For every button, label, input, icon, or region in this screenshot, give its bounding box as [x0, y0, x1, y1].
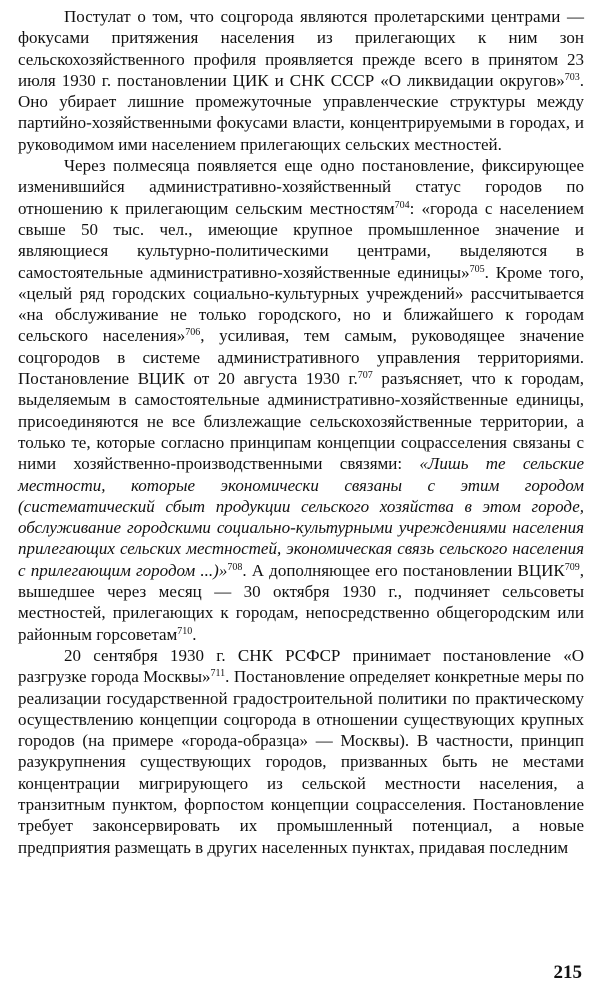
footnote-marker: 708 [227, 561, 243, 573]
text-run: 20 сентября 1930 г. СНК РСФСР принимает постановление «О разгрузке города Москвы» [18, 645, 584, 687]
footnote-marker: 709 [564, 561, 580, 573]
footnote-marker: 706 [185, 327, 201, 339]
text-run: . А дополняющее его постановлении ВЦИК [242, 560, 565, 580]
text-run: Постулат о том, что соцгорода являются пролетарскими центрами — фокусами притяжения населения из прилегающих к ним зон сельскохозяйственного профиля проявляется прежде всего в принятом 23 июля 1930 г. постановлении ЦИК и СНК СССР «О ликвидации округов» [18, 7, 584, 90]
text-run: . Кроме того, «целый ряд городских социально-культурных учреждений» рассчитывается «на обслуживание не только городского, но и ближайшего к городам сельского населения» [18, 262, 584, 346]
text-run: , усиливая, тем самым, руководящее значение соцгородов в системе административного управления территориями. Постановление ВЦИК от 20 августа 1930 г. [18, 326, 584, 389]
page-body [18, 6, 584, 858]
footnote-marker: 704 [394, 199, 410, 211]
footnote-marker: 705 [469, 263, 485, 275]
paragraph-2 [18, 155, 584, 645]
footnote-marker: 707 [357, 370, 373, 382]
text-run: . Оно убирает лишние промежуточные управленческие структуры между партийно-хозяйственными фокусами власти, концентрируемыми в городах, и руководимом ими населением прилегающих сельских местностей. [18, 70, 584, 154]
text-run: . [192, 624, 197, 644]
footnote-marker: 711 [210, 668, 226, 680]
text-run: разъясняет, что к городам, выделяемым в самостоятельные административно-хозяйственные единицы, присоединяются не все близлежащие сельскохозяйственные территории, а только те, которые согласно принципам концепции соцрасселения связаны с ними хозяйственно-производственными связями: [18, 369, 584, 474]
footnote-marker: 703 [564, 71, 580, 83]
text-run: : «города с населением свыше 50 тыс. чел., имеющие крупное промышленное значение и являющиеся культурно-политическими центрами, выделяются в самостоятельные административно-хозяйственные единицы» [18, 198, 584, 282]
footnote-marker: 710 [177, 625, 193, 637]
text-run: Через полмесяца появляется еще одно постановление, фиксирующее изменившийся административно-хозяйственный статус городов по отношению к прилегающим сельским местностям [18, 156, 584, 218]
page-number: 215 [553, 962, 582, 983]
text-run: , вышедшее через месяц — 30 октября 1930 г., подчиняет сельсоветы местностей, прилегающих к городам, непосредственно общегородским или районным горсоветам [18, 560, 584, 644]
text-run: . Постановление определяет конкретные меры по реализации государственной градостроительной политики по практическому осуществлению концепции соцгорода в отношении существующих крупных городов (на примере «города-образца» — Москвы). В частности, принцип разукрупнения существующих городов, призванных быть не местами концентрации мигрирующего из сельской местности населения, а транзитным пунктом, форпостом концепции соцрасселения. Постановление требует законсервировать их промышленный потенциал, а новые предприятия размещать в других населенных пунктах, придавая последним [18, 667, 585, 857]
paragraph-1 [18, 6, 584, 155]
italic-quote: «Лишь те сельские местности, которые экономически связаны с этим городом (систематический сбыт продукции сельского хозяйства в этом городе, обслуживание городскими социально-культурными учреждениями населения прилегающих сельских местностей, экономическая связь сельского населения с прилегающим городом ...)» [18, 454, 584, 580]
paragraph-3 [18, 645, 584, 858]
